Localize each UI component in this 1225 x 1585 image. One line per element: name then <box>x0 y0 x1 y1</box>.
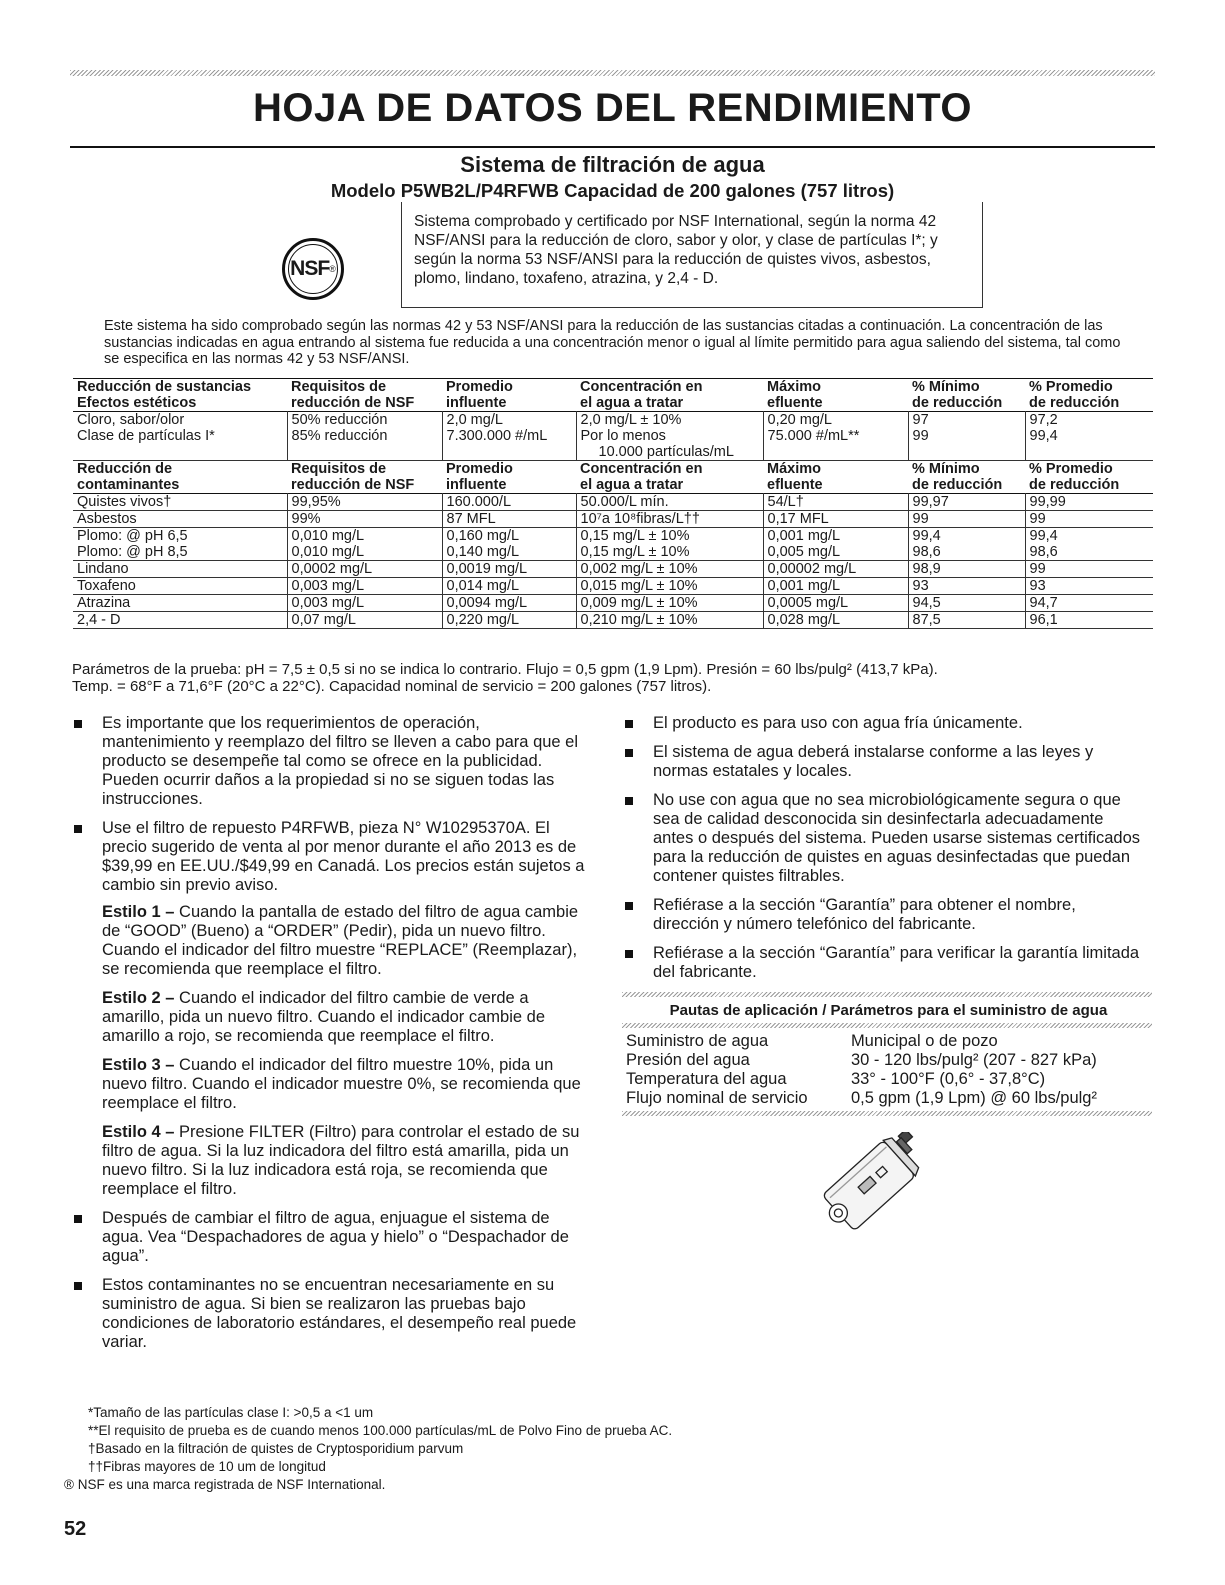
table-cell: 0,17 MFL <box>763 511 908 528</box>
table-cell: 87 MFL <box>442 511 576 528</box>
table-cell: 0,220 mg/L <box>442 612 576 629</box>
page-number: 52 <box>64 1518 87 1540</box>
square-bullet-icon <box>74 720 82 728</box>
style-3-note: Estilo 3 – Cuando el indicador del filtro muestre 10%, pida un nuevo filtro. Cuando el indicador muestre 0%, se recomienda que reemplace el filtro. <box>102 1056 581 1112</box>
column-header: Promedio influente <box>446 461 513 493</box>
list-item: El producto es para uso con agua fría únicamente. <box>625 714 1145 733</box>
pautas-top-hatch <box>622 992 1152 997</box>
table-cell: Lindano <box>73 561 287 578</box>
nsf-logo: NSF ® <box>282 238 344 300</box>
list-item: El sistema de agua deberá instalarse conforme a las leyes y normas estatales y locales. <box>625 743 1145 781</box>
footnote: ††Fibras mayores de 10 um de longitud <box>88 1459 326 1474</box>
table-cell: 50% reducción 85% reducción <box>287 412 442 461</box>
column-header: Máximo efluente <box>767 461 823 493</box>
table-cell: 0,210 mg/L ± 10% <box>576 612 763 629</box>
table-row <box>73 528 1153 561</box>
table-header-row <box>73 461 1153 494</box>
table-cell: 99 <box>908 511 1025 528</box>
table-cell: 0,0005 mg/L <box>763 595 908 612</box>
footnote: *Tamaño de las partículas clase I: >0,5 a <1 um <box>88 1405 374 1420</box>
column-header: % Promedio de reducción <box>1029 461 1120 493</box>
column-header: % Promedio de reducción <box>1029 379 1120 411</box>
list-item: Refiérase a la sección “Garantía” para verificar la garantía limitada del fabricante. <box>625 944 1145 982</box>
table-cell: 96,1 <box>1025 612 1153 629</box>
table-cell: Plomo: @ pH 6,5 Plomo: @ pH 8,5 <box>73 528 287 561</box>
table-row <box>73 595 1153 612</box>
column-header: Reducción de contaminantes <box>77 461 180 493</box>
table-cell: 94,7 <box>1025 595 1153 612</box>
table-cell: 99,4 98,6 <box>1025 528 1153 561</box>
column-header: Máximo efluente <box>767 379 823 411</box>
table-cell: 10⁷a 10⁸fibras/L†† <box>576 511 763 528</box>
table-cell: 0,0094 mg/L <box>442 595 576 612</box>
table-cell: 99,97 <box>908 494 1025 511</box>
table-cell: 0,0019 mg/L <box>442 561 576 578</box>
table-cell: 0,002 mg/L ± 10% <box>576 561 763 578</box>
left-column <box>74 714 589 1362</box>
table-row <box>73 561 1153 578</box>
column-header: Promedio influente <box>446 379 513 411</box>
registered-trademark-note: ® NSF es una marca registrada de NSF International. <box>64 1477 386 1492</box>
table-cell: 0,009 mg/L ± 10% <box>576 595 763 612</box>
table-cell: 99% <box>287 511 442 528</box>
page-title: HOJA DE DATOS DEL RENDIMIENTO <box>252 86 973 130</box>
table-cell: Cloro, sabor/olor Clase de partículas I* <box>73 412 287 461</box>
table-cell: 0,07 mg/L <box>287 612 442 629</box>
table-cell: 99,99 <box>1025 494 1153 511</box>
column-header: Concentración en el agua a tratar <box>580 379 703 411</box>
list-item: Estos contaminantes no se encuentran necesariamente en su suministro de agua. Si bien se realizaron las pruebas bajo condiciones de laboratorio estándares, el desempeño real puede variar. <box>74 1276 589 1352</box>
list-item: Es importante que los requerimientos de operación, mantenimiento y reemplazo del filtro se lleven a cabo para que el producto se desempeñe tal como se ofrece en la publicidad. Pueden ocurrir daños a la propiedad si no se siguen todas las instrucciones. <box>74 714 589 809</box>
water-filter-cartridge-icon <box>820 1132 950 1247</box>
column-header: % Mínimo de reducción <box>912 379 1003 411</box>
column-header: Requisitos de reducción de NSF <box>291 379 415 411</box>
table-row <box>73 494 1153 511</box>
title-rule <box>70 146 1155 148</box>
table-row: Temperatura del agua 33° - 100°F (0,6° - 37,8°C) <box>626 1070 1046 1088</box>
column-header: Requisitos de reducción de NSF <box>291 461 415 493</box>
square-bullet-icon <box>625 749 633 757</box>
performance-table <box>73 378 1153 629</box>
footnotes <box>64 1404 672 1494</box>
test-parameters: Parámetros de la prueba: pH = 7,5 ± 0,5 si no se indica lo contrario. Flujo = 0,5 gpm (1,9 Lpm). Presión = 60 lbs/pulg² (413,7 kPa). Temp. = 68°F a 71,6°F (20°C a 22°C). Capacidad nominal de servicio = 200 galones (757 litros). <box>72 661 938 695</box>
table-cell: 0,0002 mg/L <box>287 561 442 578</box>
table-cell: 50.000/L mín. <box>576 494 763 511</box>
column-header: % Mínimo de reducción <box>912 461 1003 493</box>
table-cell: 0,160 mg/L 0,140 mg/L <box>442 528 576 561</box>
pautas-table <box>624 1032 1152 1108</box>
table-cell: 0,001 mg/L 0,005 mg/L <box>763 528 908 561</box>
table-cell: 0,001 mg/L <box>763 578 908 595</box>
table-cell: 2,0 mg/L 7.300.000 #/mL <box>442 412 576 461</box>
table-cell: 0,015 mg/L ± 10% <box>576 578 763 595</box>
model-line: Modelo P5WB2L/P4RFWB Capacidad de 200 galones (757 litros) <box>330 180 895 201</box>
table-cell: 97 99 <box>908 412 1025 461</box>
section-subtitle: Sistema de filtración de agua <box>460 152 765 177</box>
table-cell: Quistes vivos† <box>73 494 287 511</box>
list-item: Use el filtro de repuesto P4RFWB, pieza N° W10295370A. El precio sugerido de venta al por menor durante el año 2013 es de $39,99 en EE.UU./$49,99 en Canadá. Los precios están sujetos a cambio sin previo aviso. <box>74 819 589 895</box>
table-cell: Atrazina <box>73 595 287 612</box>
table-cell: 0,003 mg/L <box>287 578 442 595</box>
table-cell: 0,014 mg/L <box>442 578 576 595</box>
table-cell: 99 <box>1025 561 1153 578</box>
table-cell: 0,010 mg/L 0,010 mg/L <box>287 528 442 561</box>
pautas-title-hatch <box>622 1023 1152 1028</box>
table-cell: 93 <box>1025 578 1153 595</box>
table-cell: 99,4 98,6 <box>908 528 1025 561</box>
table-cell: 97,2 99,4 <box>1025 412 1153 461</box>
certification-box: Sistema comprobado y certificado por NSF International, según la norma 42 NSF/ANSI para la reducción de cloro, sabor y olor, y clase de partículas I*; y según la norma 53 NSF/ANSI para la reducción de quistes vivos, asbestos, plomo, lindano, toxafeno, atrazina, y 2,4 - D. <box>401 202 983 308</box>
table-cell: 54/L† <box>763 494 908 511</box>
right-column <box>625 714 1145 992</box>
table-cell: 99,95% <box>287 494 442 511</box>
table-row <box>73 612 1153 629</box>
list-item: Después de cambiar el filtro de agua, enjuague el sistema de agua. Vea “Despachadores de agua y hielo” o “Despachador de agua”. <box>74 1209 589 1266</box>
table-header-row <box>73 379 1153 412</box>
square-bullet-icon <box>74 1215 82 1223</box>
list-item: Refiérase a la sección “Garantía” para obtener el nombre, dirección y número telefónico del fabricante. <box>625 896 1145 934</box>
table-cell: 0,003 mg/L <box>287 595 442 612</box>
style-2-note: Estilo 2 – Cuando el indicador del filtro cambie de verde a amarillo, pida un nuevo filtro. Cuando el indicador cambie de amarillo a rojo, se recomienda que reemplace el filtro. <box>102 989 546 1045</box>
table-cell: 2,0 mg/L ± 10% Por lo menos 10.000 partículas/mL <box>576 412 763 461</box>
table-row: Suministro de agua Municipal o de pozo <box>626 1032 998 1050</box>
table-row: Flujo nominal de servicio 0,5 gpm (1,9 Lpm) @ 60 lbs/pulg² <box>626 1089 1097 1107</box>
column-header: Reducción de sustancias Efectos estéticos <box>77 379 252 411</box>
table-cell: 93 <box>908 578 1025 595</box>
table-cell: 94,5 <box>908 595 1025 612</box>
table-cell: Asbestos <box>73 511 287 528</box>
table-cell: 87,5 <box>908 612 1025 629</box>
square-bullet-icon <box>74 825 82 833</box>
square-bullet-icon <box>625 950 633 958</box>
pautas-title: Pautas de aplicación / Parámetros para el suministro de agua <box>669 1002 1108 1019</box>
table-cell: 0,15 mg/L ± 10% 0,15 mg/L ± 10% <box>576 528 763 561</box>
top-hatch-rule <box>70 70 1155 76</box>
table-row <box>73 412 1153 461</box>
table-cell: 0,028 mg/L <box>763 612 908 629</box>
table-cell: 160.000/L <box>442 494 576 511</box>
style-4-note: Estilo 4 – Presione FILTER (Filtro) para controlar el estado de su filtro de agua. Si la luz indicadora del filtro está amarilla, pida un nuevo filtro. Si la luz indicadora está roja, se recomienda que reemplace el filtro. <box>102 1123 580 1198</box>
table-cell: 0,20 mg/L 75.000 #/mL** <box>763 412 908 461</box>
footnote: **El requisito de prueba es de cuando menos 100.000 partículas/mL de Polvo Fino de prueba AC. <box>88 1423 673 1438</box>
table-cell: 0,00002 mg/L <box>763 561 908 578</box>
square-bullet-icon <box>625 797 633 805</box>
footnote: †Basado en la filtración de quistes de Cryptosporidium parvum <box>88 1441 464 1456</box>
table-cell: 98,9 <box>908 561 1025 578</box>
intro-paragraph: Este sistema ha sido comprobado según las normas 42 y 53 NSF/ANSI para la reducción de las sustancias citadas a continuación. La concentración de las sustancias indicadas en agua entrando al sistema fue reducida a una concentración menor o igual al límite permitido para agua saliendo del sistema, tal como se especifica en las normas 42 y 53 NSF/ANSI. <box>104 318 1121 367</box>
table-row <box>73 578 1153 595</box>
table-row <box>73 511 1153 528</box>
pautas-bottom-hatch <box>622 1111 1152 1116</box>
table-cell: 99 <box>1025 511 1153 528</box>
column-header: Concentración en el agua a tratar <box>580 461 703 493</box>
square-bullet-icon <box>625 902 633 910</box>
square-bullet-icon <box>625 720 633 728</box>
table-cell: 2,4 - D <box>73 612 287 629</box>
table-cell: Toxafeno <box>73 578 287 595</box>
list-item: No use con agua que no sea microbiológicamente segura o que sea de calidad desconocida sin desinfectarla adecuadamente antes o después del sistema. Pueden usarse sistemas certificados para la reducción de quistes en aguas desinfectadas que puedan contener quistes filtrables. <box>625 791 1145 886</box>
square-bullet-icon <box>74 1282 82 1290</box>
table-row: Presión del agua 30 - 120 lbs/pulg² (207 - 827 kPa) <box>626 1051 1097 1069</box>
style-1-note: Estilo 1 – Cuando la pantalla de estado del filtro de agua cambie de “GOOD” (Bueno) a “ORDER” (Pedir), pida un nuevo filtro. Cuando el indicador del filtro muestre “REPLACE” (Reemplazar), se recomienda que reemplace el filtro. <box>102 903 579 978</box>
